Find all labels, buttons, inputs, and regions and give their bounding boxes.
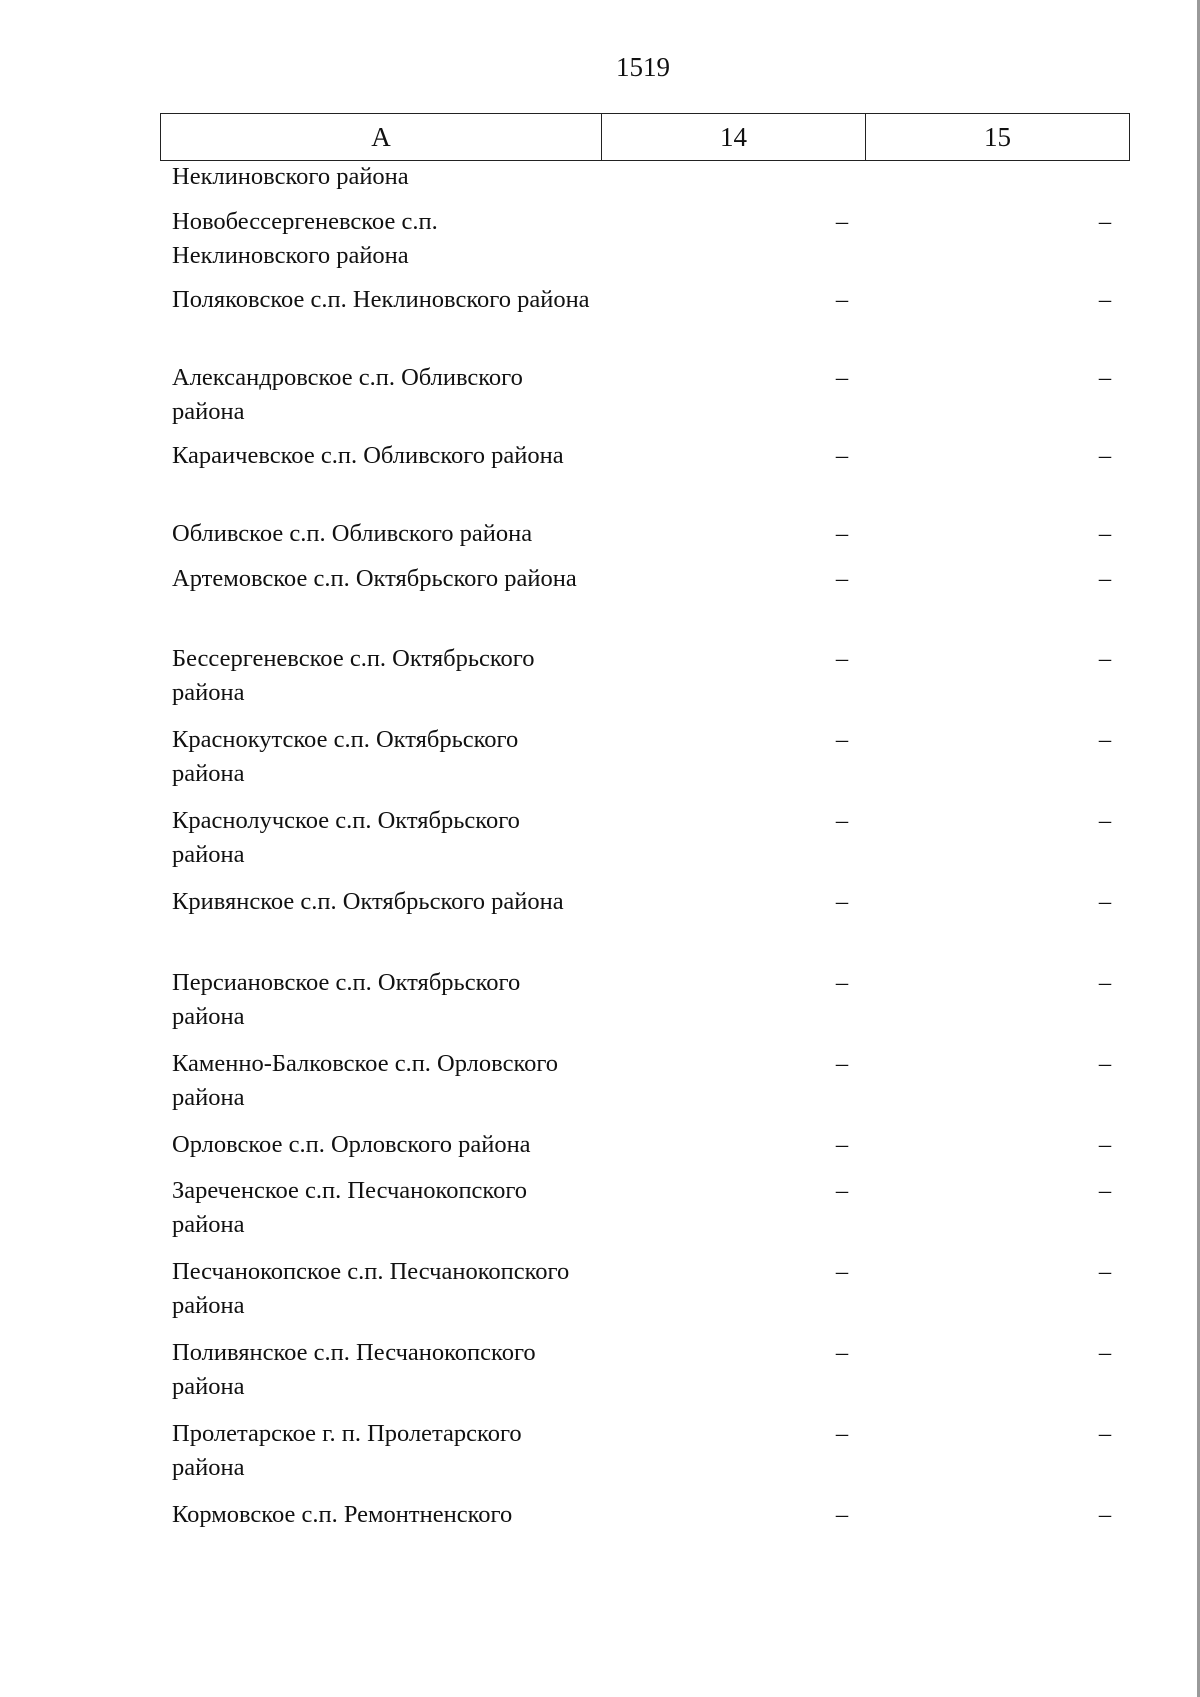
header-col-15: 15 [866,114,1130,161]
row-name: Персиановское с.п. Октябрьского района [172,969,521,1030]
cell-15: – [1098,726,1112,753]
row-name: Кормовское с.п. Ремонтненского [172,1501,513,1528]
cell-14: – [835,807,849,834]
row-name: Александровское с.п. Обливского района [172,364,523,425]
cell-15: – [1098,888,1112,915]
cell-14: – [835,1177,849,1204]
header-row [161,114,1130,161]
cell-15: – [1098,442,1112,469]
cell-14: – [835,1420,849,1447]
table-row [172,1255,1126,1336]
row-name: Краснокутское с.п. Октябрьского района [172,726,519,787]
table-row [172,361,1126,439]
cell-14: – [835,286,849,313]
table-row [172,723,1126,804]
cell-14: – [835,442,849,469]
cell-14: – [835,520,849,547]
cell-14: – [835,645,849,672]
table-row [172,205,1126,283]
cell-15: – [1098,1339,1112,1366]
row-name: Караичевское с.п. Обливского района [172,442,564,469]
table-body [172,160,1126,1538]
row-name: Кривянское с.п. Октябрьского района [172,888,564,915]
row-name: Песчанокопское с.п. Песчанокопского района [172,1258,570,1319]
row-name: Артемовское с.п. Октябрьского района [172,565,577,592]
table-row [172,1498,1126,1538]
page-number: 1519 [616,52,670,82]
table-row [172,160,1126,205]
cell-15: – [1098,364,1112,391]
cell-14: – [835,726,849,753]
table-row [172,1174,1126,1255]
cell-15: – [1098,1131,1112,1158]
cell-15: – [1098,1501,1112,1528]
table-header [160,113,1130,161]
cell-15: – [1098,1258,1112,1285]
table-row [172,1336,1126,1417]
row-name: Поляковское с.п. Неклиновского района [172,286,590,313]
cell-14: – [835,888,849,915]
cell-15: – [1098,1050,1112,1077]
header-col-14: 14 [602,114,866,161]
row-name: Новобессергеневское с.п. Неклиновского района [172,208,438,269]
cell-14: – [835,1050,849,1077]
table-row [172,439,1126,517]
cell-15: – [1098,645,1112,672]
row-name: Орловское с.п. Орловского района [172,1131,531,1158]
cell-14: – [835,1501,849,1528]
table-row [172,642,1126,723]
table-row [172,804,1126,885]
cell-14: – [835,364,849,391]
row-name: Обливское с.п. Обливского района [172,520,533,547]
cell-15: – [1098,520,1112,547]
table-row [172,283,1126,361]
header-col-a: А [161,114,602,161]
row-name: Неклиновского района [172,163,409,190]
cell-15: – [1098,565,1112,592]
cell-15: – [1098,1177,1112,1204]
cell-15: – [1098,286,1112,313]
cell-15: – [1098,208,1112,235]
row-name: Поливянское с.п. Песчанокопского района [172,1339,536,1400]
table-row [172,517,1126,562]
table-row [172,1128,1126,1174]
cell-14: – [835,969,849,996]
cell-14: – [835,565,849,592]
cell-15: – [1098,1420,1112,1447]
row-name: Пролетарское г. п. Пролетарского района [172,1420,522,1481]
cell-14: – [835,1339,849,1366]
row-name: Краснолучское с.п. Октябрьского района [172,807,520,868]
row-name: Зареченское с.п. Песчанокопского района [172,1177,528,1238]
cell-14: – [835,208,849,235]
cell-15: – [1098,969,1112,996]
row-name: Бессергеневское с.п. Октябрьского района [172,645,535,706]
table-row [172,966,1126,1047]
cell-14: – [835,1258,849,1285]
row-name: Каменно-Балковское с.п. Орловского района [172,1050,559,1111]
table-row [172,1047,1126,1128]
cell-15: – [1098,807,1112,834]
table-row [172,885,1126,966]
cell-14: – [835,1131,849,1158]
table-row [172,1417,1126,1498]
table-row [172,562,1126,642]
